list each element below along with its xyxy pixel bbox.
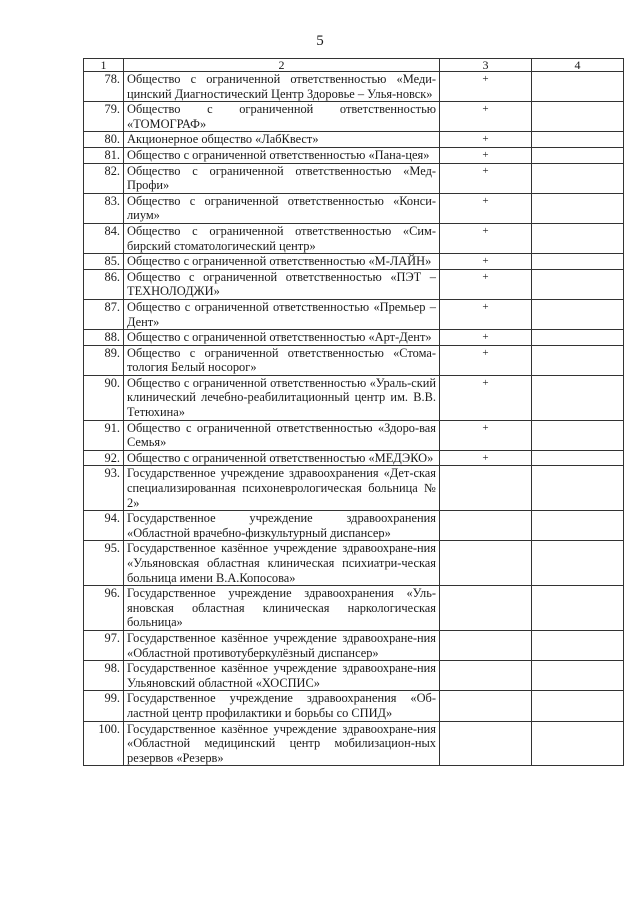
col3-mark: +	[440, 102, 532, 132]
col4-mark	[532, 466, 624, 511]
row-number: 85.	[84, 254, 124, 270]
organization-name: Общество с ограниченной ответственностью «Меди-цинский Диагностический Центр Здоровье – Улья-новск»	[124, 72, 440, 102]
header-col-3: 3	[440, 59, 532, 72]
col4-mark	[532, 420, 624, 450]
registry-table	[83, 58, 624, 766]
row-number: 89.	[84, 345, 124, 375]
col4-mark	[532, 193, 624, 223]
table-row	[84, 420, 624, 450]
col4-mark	[532, 72, 624, 102]
col3-mark	[440, 586, 532, 631]
organization-name: Общество с ограниченной ответственностью «Конси-лиум»	[124, 193, 440, 223]
header-col-2: 2	[124, 59, 440, 72]
col4-mark	[532, 330, 624, 346]
col3-mark	[440, 661, 532, 691]
row-number: 100.	[84, 721, 124, 766]
table-row	[84, 193, 624, 223]
col3-mark: +	[440, 375, 532, 420]
row-number: 93.	[84, 466, 124, 511]
col4-mark	[532, 375, 624, 420]
col3-mark: +	[440, 450, 532, 466]
col4-mark	[532, 450, 624, 466]
table-row	[84, 375, 624, 420]
col3-mark: +	[440, 345, 532, 375]
row-number: 81.	[84, 147, 124, 163]
table-row	[84, 630, 624, 660]
table-row	[84, 102, 624, 132]
col3-mark: +	[440, 330, 532, 346]
organization-name: Общество с ограниченной ответственностью «Сим-бирский стоматологический центр»	[124, 223, 440, 253]
table-row	[84, 466, 624, 511]
table-row	[84, 450, 624, 466]
col3-mark: +	[440, 132, 532, 148]
col3-mark: +	[440, 420, 532, 450]
table-row	[84, 299, 624, 329]
row-number: 79.	[84, 102, 124, 132]
organization-name: Общество с ограниченной ответственностью «М-ЛАЙН»	[124, 254, 440, 270]
col4-mark	[532, 254, 624, 270]
table-row	[84, 132, 624, 148]
row-number: 97.	[84, 630, 124, 660]
col4-mark	[532, 147, 624, 163]
row-number: 90.	[84, 375, 124, 420]
organization-name: Государственное казённое учреждение здравоохране-ния «Областной противотуберкулёзный диспансер»	[124, 630, 440, 660]
col3-mark: +	[440, 223, 532, 253]
row-number: 95.	[84, 541, 124, 586]
col3-mark: +	[440, 193, 532, 223]
table-row	[84, 163, 624, 193]
row-number: 83.	[84, 193, 124, 223]
row-number: 88.	[84, 330, 124, 346]
col3-mark: +	[440, 72, 532, 102]
col3-mark	[440, 466, 532, 511]
col3-mark: +	[440, 147, 532, 163]
col3-mark: +	[440, 299, 532, 329]
col4-mark	[532, 269, 624, 299]
col3-mark	[440, 630, 532, 660]
table-row	[84, 223, 624, 253]
col4-mark	[532, 299, 624, 329]
table-row	[84, 269, 624, 299]
col4-mark	[532, 511, 624, 541]
organization-name: Государственное учреждение здравоохранения «Об-ластной центр профилактики и борьбы со СПИД»	[124, 691, 440, 721]
organization-name: Акционерное общество «ЛабКвест»	[124, 132, 440, 148]
organization-name: Общество с ограниченной ответственностью «Ураль-ский клинический лечебно-реабилитационный центр им. В.В. Тетюхина»	[124, 375, 440, 420]
row-number: 96.	[84, 586, 124, 631]
col4-mark	[532, 721, 624, 766]
row-number: 87.	[84, 299, 124, 329]
organization-name: Государственное казённое учреждение здравоохране-ния «Областной медицинский центр мобилизацион-ных резервов «Резерв»	[124, 721, 440, 766]
organization-name: Государственное казённое учреждение здравоохране-ния «Ульяновская областная клиническая психиатри-ческая больница имени В.А.Копосова»	[124, 541, 440, 586]
header-col-1: 1	[84, 59, 124, 72]
table-row	[84, 586, 624, 631]
row-number: 92.	[84, 450, 124, 466]
row-number: 80.	[84, 132, 124, 148]
organization-name: Общество с ограниченной ответственностью «МЕДЭКО»	[124, 450, 440, 466]
col3-mark: +	[440, 269, 532, 299]
header-col-4: 4	[532, 59, 624, 72]
col4-mark	[532, 163, 624, 193]
table-row	[84, 541, 624, 586]
table-row	[84, 72, 624, 102]
col3-mark: +	[440, 163, 532, 193]
table-row	[84, 147, 624, 163]
row-number: 84.	[84, 223, 124, 253]
row-number: 78.	[84, 72, 124, 102]
organization-name: Государственное учреждение здравоохранения «Дет-ская специализированная психоневрологическая больница № 2»	[124, 466, 440, 511]
row-number: 91.	[84, 420, 124, 450]
col4-mark	[532, 691, 624, 721]
col4-mark	[532, 586, 624, 631]
col4-mark	[532, 223, 624, 253]
organization-name: Общество с ограниченной ответственностью «Здоро-вая Семья»	[124, 420, 440, 450]
organization-name: Общество с ограниченной ответственностью «Стома-тология Белый носорог»	[124, 345, 440, 375]
header-row	[84, 59, 624, 72]
table-row	[84, 691, 624, 721]
organization-name: Общество с ограниченной ответственностью «Арт-Дент»	[124, 330, 440, 346]
table-row	[84, 721, 624, 766]
row-number: 99.	[84, 691, 124, 721]
col3-mark	[440, 691, 532, 721]
organization-name: Государственное казённое учреждение здравоохране-ния Ульяновский областной «ХОСПИС»	[124, 661, 440, 691]
table-row	[84, 330, 624, 346]
table-row	[84, 345, 624, 375]
organization-name: Общество с ограниченной ответственностью «Мед-Профи»	[124, 163, 440, 193]
col4-mark	[532, 102, 624, 132]
organization-name: Государственное учреждение здравоохранения «Уль-яновская областная клиническая наркологическая больница»	[124, 586, 440, 631]
row-number: 94.	[84, 511, 124, 541]
page-number: 5	[316, 33, 324, 49]
col3-mark	[440, 511, 532, 541]
table-row	[84, 254, 624, 270]
col4-mark	[532, 661, 624, 691]
row-number: 82.	[84, 163, 124, 193]
organization-name: Общество с ограниченной ответственностью «ПЭТ – ТЕХНОЛОДЖИ»	[124, 269, 440, 299]
col4-mark	[532, 132, 624, 148]
col4-mark	[532, 345, 624, 375]
organization-name: Общество с ограниченной ответственностью «Премьер – Дент»	[124, 299, 440, 329]
organization-name: Общество с ограниченной ответственностью «Пана-цея»	[124, 147, 440, 163]
table-body	[84, 72, 624, 766]
table-row	[84, 511, 624, 541]
col4-mark	[532, 541, 624, 586]
organization-name: Государственное учреждение здравоохранения «Областной врачебно-физкультурный диспансер»	[124, 511, 440, 541]
col3-mark	[440, 541, 532, 586]
table-row	[84, 661, 624, 691]
organization-name: Общество с ограниченной ответственностью «ТОМОГРАФ»	[124, 102, 440, 132]
col4-mark	[532, 630, 624, 660]
row-number: 98.	[84, 661, 124, 691]
col3-mark: +	[440, 254, 532, 270]
col3-mark	[440, 721, 532, 766]
row-number: 86.	[84, 269, 124, 299]
